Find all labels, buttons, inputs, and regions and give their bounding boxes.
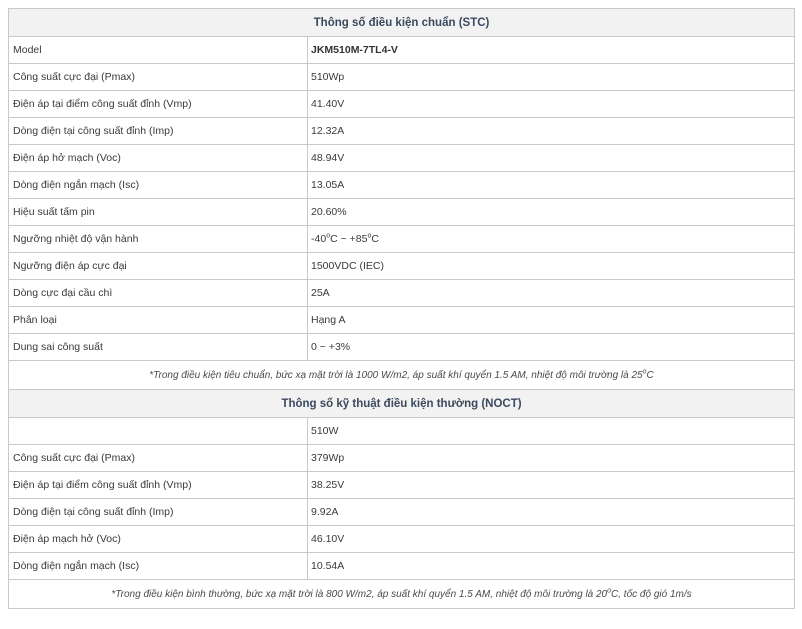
spec-label: Hiệu suất tấm pin bbox=[9, 199, 308, 226]
spec-value: 10.54A bbox=[308, 553, 795, 580]
table-row bbox=[9, 526, 795, 553]
spec-label: Dòng cực đại cầu chì bbox=[9, 280, 308, 307]
spec-value: Hạng A bbox=[308, 307, 795, 334]
spec-label: Dung sai công suất bbox=[9, 334, 308, 361]
spec-label: Phân loại bbox=[9, 307, 308, 334]
table-row bbox=[9, 37, 795, 64]
spec-label: Công suất cực đại (Pmax) bbox=[9, 64, 308, 91]
degree-symbol: o bbox=[367, 232, 372, 240]
spec-value: 41.40V bbox=[308, 91, 795, 118]
spec-value: 510W bbox=[308, 418, 795, 445]
stc-section-header bbox=[9, 9, 795, 37]
spec-value: 1500VDC (IEC) bbox=[308, 253, 795, 280]
table-row bbox=[9, 226, 795, 253]
noct-footnote bbox=[9, 580, 795, 609]
table-row bbox=[9, 118, 795, 145]
spec-table bbox=[8, 8, 795, 609]
noct-section-header bbox=[9, 390, 795, 418]
spec-label: Công suất cực đại (Pmax) bbox=[9, 445, 308, 472]
spec-label: Model bbox=[9, 37, 308, 64]
temp-max: C ~ +85 bbox=[330, 233, 368, 245]
noct-footnote-row bbox=[9, 580, 795, 609]
table-row bbox=[9, 472, 795, 499]
degree-symbol: o bbox=[642, 368, 647, 376]
spec-label: Dòng điện ngắn mạch (Isc) bbox=[9, 553, 308, 580]
spec-value: 20.60% bbox=[308, 199, 795, 226]
degree-symbol: o bbox=[607, 587, 612, 595]
table-row bbox=[9, 334, 795, 361]
stc-footnote bbox=[9, 361, 795, 390]
table-row bbox=[9, 91, 795, 118]
table-row bbox=[9, 172, 795, 199]
footnote-text: *Trong điều kiện tiêu chuẩn, bức xạ mặt trời là 1000 W/m2, áp suất khí quyển 1.5 AM, nhiệt độ môi trường là 25 bbox=[149, 369, 643, 381]
spec-value: 9.92A bbox=[308, 499, 795, 526]
spec-label: Điện áp tại điểm công suất đỉnh (Vmp) bbox=[9, 472, 308, 499]
spec-value: 12.32A bbox=[308, 118, 795, 145]
table-row bbox=[9, 553, 795, 580]
table-row bbox=[9, 64, 795, 91]
spec-value: 25A bbox=[308, 280, 795, 307]
table-row bbox=[9, 253, 795, 280]
temp-min: -40 bbox=[311, 233, 327, 245]
spec-value: 379Wp bbox=[308, 445, 795, 472]
table-row bbox=[9, 280, 795, 307]
table-row bbox=[9, 199, 795, 226]
noct-title: Thông số kỹ thuật điều kiện thường (NOCT) bbox=[9, 390, 795, 418]
spec-label bbox=[9, 418, 308, 445]
spec-value: 0 ~ +3% bbox=[308, 334, 795, 361]
spec-label: Ngưỡng nhiệt độ vận hành bbox=[9, 226, 308, 253]
spec-label: Điện áp tại điểm công suất đỉnh (Vmp) bbox=[9, 91, 308, 118]
spec-value: 48.94V bbox=[308, 145, 795, 172]
spec-value: 46.10V bbox=[308, 526, 795, 553]
spec-label: Dòng điện tại công suất đỉnh (Imp) bbox=[9, 118, 308, 145]
table-row bbox=[9, 145, 795, 172]
stc-footnote-row bbox=[9, 361, 795, 390]
spec-label: Điện áp mạch hở (Voc) bbox=[9, 526, 308, 553]
stc-title: Thông số điều kiện chuẩn (STC) bbox=[9, 9, 795, 37]
table-row bbox=[9, 418, 795, 445]
temp-unit: C bbox=[371, 233, 379, 245]
table-row bbox=[9, 445, 795, 472]
spec-label: Ngưỡng điện áp cực đại bbox=[9, 253, 308, 280]
footnote-text: *Trong điều kiện bình thường, bức xạ mặt trời là 800 W/m2, áp suất khí quyển 1.5 AM, nhiệt độ môi trường là 20 bbox=[111, 588, 608, 600]
spec-value: 510Wp bbox=[308, 64, 795, 91]
table-row bbox=[9, 307, 795, 334]
spec-label: Điện áp hở mạch (Voc) bbox=[9, 145, 308, 172]
footnote-unit: C bbox=[646, 369, 654, 381]
spec-value: JKM510M-7TL4-V bbox=[308, 37, 795, 64]
footnote-tail: C, tốc độ gió 1m/s bbox=[611, 588, 692, 600]
spec-label: Dòng điện ngắn mạch (Isc) bbox=[9, 172, 308, 199]
spec-value: 13.05A bbox=[308, 172, 795, 199]
spec-label: Dòng điện tại công suất đỉnh (Imp) bbox=[9, 499, 308, 526]
spec-value-temperature bbox=[308, 226, 795, 253]
degree-symbol: o bbox=[326, 232, 331, 240]
spec-value: 38.25V bbox=[308, 472, 795, 499]
table-row bbox=[9, 499, 795, 526]
